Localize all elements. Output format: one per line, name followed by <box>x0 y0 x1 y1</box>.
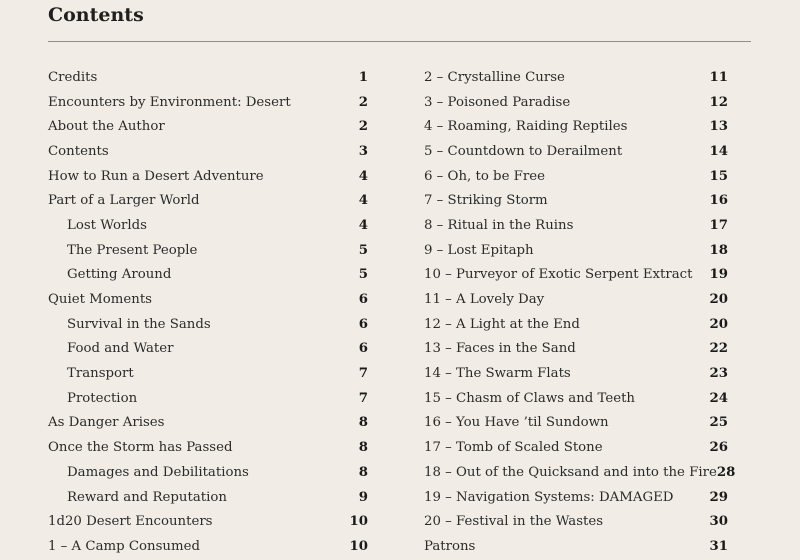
toc-entry-page-number: 8 <box>358 464 368 480</box>
toc-entry-page-number: 30 <box>709 514 728 530</box>
toc-entry-page-number: 25 <box>709 415 728 431</box>
toc-entry-label: 17 – Tomb of Scaled Stone <box>424 440 603 456</box>
toc-entry-page-number: 16 <box>709 193 728 209</box>
toc-entry-label: 10 – Purveyor of Exotic Serpent Extract <box>424 267 693 283</box>
toc-entry-page-number: 5 <box>358 267 368 283</box>
toc-entry-page-number: 5 <box>358 242 368 258</box>
toc-entry-page-number: 18 <box>709 242 728 258</box>
toc-entry[interactable] <box>48 90 368 115</box>
toc-entry-label: Getting Around <box>67 267 172 283</box>
toc-entry-page-number: 10 <box>349 538 368 554</box>
toc-entry-page-number: 15 <box>709 168 728 184</box>
toc-entry-page-number: 6 <box>358 316 368 332</box>
toc-entry[interactable] <box>48 164 368 189</box>
toc-entry-page-number: 19 <box>709 267 728 283</box>
toc-entry[interactable] <box>424 90 728 115</box>
toc-entry-page-number: 10 <box>349 514 368 530</box>
toc-entry[interactable] <box>48 65 368 90</box>
toc-entry-label: Credits <box>48 69 98 85</box>
toc-entry-page-number: 4 <box>358 193 368 209</box>
toc-entry-page-number: 7 <box>358 366 368 382</box>
toc-entry-page-number: 6 <box>358 341 368 357</box>
toc-entry-page-number: 31 <box>709 538 728 554</box>
toc-entry[interactable] <box>48 485 368 510</box>
toc-entry-label: 4 – Roaming, Raiding Reptiles <box>424 119 628 135</box>
toc-entry-label: 12 – A Light at the End <box>424 316 580 332</box>
toc-entry[interactable] <box>424 534 728 559</box>
toc-entry-page-number: 23 <box>709 366 728 382</box>
toc-entry-label: Damages and Debilitations <box>67 464 249 480</box>
toc-entry-page-number: 2 <box>358 94 368 110</box>
toc-entry-page-number: 29 <box>709 489 728 505</box>
toc-entry-page-number: 4 <box>358 217 368 233</box>
toc-entry[interactable] <box>48 139 368 164</box>
toc-entry-label: Protection <box>67 390 138 406</box>
toc-entry[interactable] <box>48 509 368 534</box>
toc-entry-label: 5 – Countdown to Derailment <box>424 143 623 159</box>
toc-entry[interactable] <box>48 361 368 386</box>
toc-entry-label: About the Author <box>48 119 165 135</box>
toc-entry[interactable] <box>48 263 368 288</box>
toc-entry[interactable] <box>48 114 368 139</box>
toc-entry-page-number: 20 <box>709 292 728 308</box>
toc-entry[interactable] <box>424 411 728 436</box>
toc-entry-page-number: 7 <box>358 390 368 406</box>
toc-entry-label: Part of a Larger World <box>48 193 200 209</box>
toc-entry-label: 13 – Faces in the Sand <box>424 341 576 357</box>
toc-entry-page-number: 20 <box>709 316 728 332</box>
toc-entry-label: 14 – The Swarm Flats <box>424 366 571 382</box>
toc-entry[interactable] <box>424 263 728 288</box>
toc-entry-page-number: 3 <box>358 143 368 159</box>
toc-entry[interactable] <box>48 460 368 485</box>
toc-entry-label: How to Run a Desert Adventure <box>48 168 264 184</box>
toc-entry[interactable] <box>424 509 728 534</box>
toc-entry[interactable] <box>424 65 728 90</box>
toc-entry-page-number: 8 <box>358 415 368 431</box>
toc-entry-label: 18 – Out of the Quicksand and into the Fire <box>424 464 717 480</box>
toc-entry-page-number: 14 <box>709 143 728 159</box>
toc-entry[interactable] <box>48 411 368 436</box>
toc-column-right <box>424 65 736 559</box>
toc-entry[interactable] <box>48 287 368 312</box>
toc-entry-label: 1d20 Desert Encounters <box>48 514 213 530</box>
toc-entry-label: Once the Storm has Passed <box>48 440 233 456</box>
title-divider <box>48 41 751 42</box>
toc-entry[interactable] <box>48 213 368 238</box>
toc-entry[interactable] <box>424 188 728 213</box>
toc-column-left <box>48 65 368 559</box>
toc-entry[interactable] <box>424 312 728 337</box>
toc-entry-label: 11 – A Lovely Day <box>424 292 545 308</box>
toc-entry-page-number: 17 <box>709 217 728 233</box>
toc-entry-label: 9 – Lost Epitaph <box>424 242 534 258</box>
toc-entry-label: Contents <box>48 143 109 159</box>
toc-entry[interactable] <box>424 460 736 485</box>
toc-entry-label: 2 – Crystalline Curse <box>424 69 565 85</box>
toc-entry-label: Encounters by Environment: Desert <box>48 94 291 110</box>
toc-entry-label: 20 – Festival in the Wastes <box>424 514 604 530</box>
toc-entry-page-number: 4 <box>358 168 368 184</box>
toc-entry-label: As Danger Arises <box>48 415 165 431</box>
toc-entry[interactable] <box>48 312 368 337</box>
toc-entry-label: 6 – Oh, to be Free <box>424 168 545 184</box>
toc-entry[interactable] <box>424 114 728 139</box>
toc-entry-label: 3 – Poisoned Paradise <box>424 94 571 110</box>
toc-entry-page-number: 6 <box>358 292 368 308</box>
toc-entry[interactable] <box>424 361 728 386</box>
toc-entry[interactable] <box>424 139 728 164</box>
toc-entry-page-number: 9 <box>358 489 368 505</box>
toc-entry[interactable] <box>48 238 368 263</box>
toc-entry-label: 8 – Ritual in the Ruins <box>424 217 574 233</box>
toc-entry[interactable] <box>48 534 368 559</box>
page-title: Contents <box>48 4 144 26</box>
toc-entry[interactable] <box>424 386 728 411</box>
toc-entry-page-number: 13 <box>709 119 728 135</box>
toc-entry[interactable] <box>48 337 368 362</box>
toc-entry[interactable] <box>424 287 728 312</box>
toc-entry[interactable] <box>424 213 728 238</box>
toc-entry-page-number: 24 <box>709 390 728 406</box>
toc-entry[interactable] <box>48 386 368 411</box>
toc-entry-page-number: 2 <box>358 119 368 135</box>
toc-entry-page-number: 12 <box>709 94 728 110</box>
toc-entry-label: Food and Water <box>67 341 174 357</box>
toc-entry-page-number: 28 <box>716 464 736 480</box>
toc-entry-label: Transport <box>67 366 134 382</box>
toc-entry[interactable] <box>48 435 368 460</box>
toc-entry-label: Lost Worlds <box>67 217 147 233</box>
toc-entry-label: 19 – Navigation Systems: DAMAGED <box>424 489 674 505</box>
toc-entry[interactable] <box>424 435 728 460</box>
toc-entry-label: Survival in the Sands <box>67 316 211 332</box>
toc-entry[interactable] <box>424 337 728 362</box>
toc-entry-label: Patrons <box>424 538 476 554</box>
toc-entry-label: Reward and Reputation <box>67 489 227 505</box>
toc-entry-label: The Present People <box>67 242 198 258</box>
toc-entry-label: 16 – You Have ’til Sundown <box>424 415 609 431</box>
toc-entry[interactable] <box>424 485 728 510</box>
toc-entry-label: 7 – Striking Storm <box>424 193 548 209</box>
toc-entry-page-number: 26 <box>709 440 728 456</box>
toc-entry-label: 1 – A Camp Consumed <box>48 538 200 554</box>
toc-entry-page-number: 11 <box>709 69 728 85</box>
toc-entry[interactable] <box>424 164 728 189</box>
toc-entry-label: Quiet Moments <box>48 292 152 308</box>
toc-entry-page-number: 22 <box>709 341 728 357</box>
toc-entry-label: 15 – Chasm of Claws and Teeth <box>424 390 635 406</box>
toc-entry[interactable] <box>424 238 728 263</box>
toc-entry-page-number: 1 <box>358 69 368 85</box>
toc-entry-page-number: 8 <box>358 440 368 456</box>
toc-entry[interactable] <box>48 188 368 213</box>
